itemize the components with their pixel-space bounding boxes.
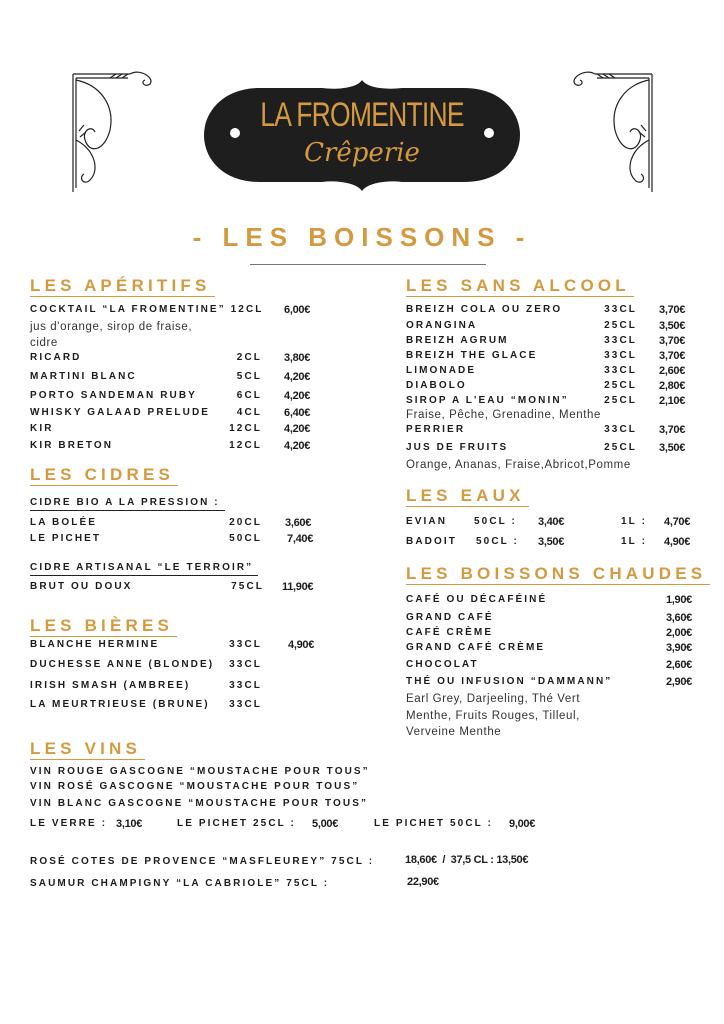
item-price: 2,80€ [659, 380, 686, 392]
the-desc: Menthe, Fruits Rouges, Tilleul, [406, 710, 580, 722]
item-desc: cidre [30, 337, 58, 349]
item-name: GRAND CAFÉ [406, 612, 494, 623]
corner-ornament-right [560, 70, 655, 195]
item-price: 3,50€ [659, 320, 686, 332]
item-size: 25CL [604, 380, 637, 391]
item-name: CAFÉ OU DÉCAFÉINÉ [406, 594, 548, 605]
item-price: 11,90€ [282, 581, 314, 593]
item-size: 33CL [604, 304, 637, 315]
item-size: 25CL [604, 320, 637, 331]
verre-label: LE VERRE : [30, 818, 108, 829]
item-size: 12CL [229, 440, 262, 451]
item-desc: jus d'orange, sirop de fraise, [30, 321, 193, 333]
item-price: 3,70€ [659, 304, 686, 316]
item-price: 3,90€ [665, 642, 692, 654]
item-size: 4CL [236, 407, 262, 418]
saumur: SAUMUR CHAMPIGNY “LA CABRIOLE” 75CL : [30, 878, 330, 889]
item-price: 4,20€ [284, 440, 311, 452]
item-name: BREIZH AGRUM [406, 335, 509, 346]
pichet50-price: 9,00€ [509, 818, 536, 830]
the-desc: Verveine Menthe [406, 726, 502, 738]
logo [202, 78, 522, 193]
item-price: 3,70€ [659, 424, 686, 436]
corner-ornament-left [70, 70, 165, 195]
heading-aperitifs: LES APÉRITIFS [30, 276, 215, 297]
item-size: 33CL [229, 699, 262, 710]
item-size: 33CL [604, 335, 637, 346]
wine-line: VIN BLANC GASCOGNE “MOUSTACHE POUR TOUS” [30, 798, 369, 809]
bieres-price: 4,90€ [288, 639, 315, 651]
wine-line: VIN ROSÉ GASCOGNE “MOUSTACHE POUR TOUS” [30, 781, 360, 792]
item-name: KIR [30, 423, 54, 434]
item-size: 33CL [604, 365, 637, 376]
item-price: 4,20€ [284, 371, 311, 383]
logo-name: LA FROMENTINE [260, 96, 464, 134]
item-price: 2,60€ [665, 659, 692, 671]
rose-price: 18,60€ / 37,5 CL : 13,50€ [405, 854, 529, 866]
item-price: 2,10€ [659, 395, 686, 407]
item-size: 25CL [604, 395, 637, 406]
water-price-1l: 4,70€ [664, 516, 691, 528]
item-name: CHOCOLAT [406, 659, 479, 670]
item-name: SIROP A L'EAU “MONIN” [406, 395, 569, 406]
item-price: 6,40€ [284, 407, 311, 419]
item-name: BREIZH THE GLACE [406, 350, 538, 361]
item-name: LIMONADE [406, 365, 477, 376]
water-size-50cl: 50CL : [476, 536, 519, 547]
item-name: COCKTAIL “LA FROMENTINE” 12CL [30, 304, 264, 315]
item-name: PORTO SANDEMAN RUBY [30, 390, 197, 401]
item-price: 6,00€ [284, 304, 311, 316]
item-price: 2,60€ [659, 365, 686, 377]
water-name: BADOIT [406, 536, 457, 547]
pichet50-label: LE PICHET 50CL : [374, 818, 493, 829]
item-name: IRISH SMASH (AMBREE) [30, 680, 191, 691]
item-size: 25CL [604, 442, 637, 453]
heading-sans-alcool: LES SANS ALCOOL [406, 276, 634, 297]
item-price: 7,40€ [287, 533, 314, 545]
logo-subtitle: Crêperie [304, 138, 420, 168]
jus-desc: Orange, Ananas, Fraise,Abricot,Pomme [406, 459, 631, 471]
heading-bieres: LES BIÈRES [30, 616, 177, 637]
item-name: WHISKY GALAAD PRELUDE [30, 407, 211, 418]
item-price: 2,90€ [665, 676, 692, 688]
item-size: 33CL [229, 639, 262, 650]
item-name: LA BOLÉE [30, 517, 97, 528]
item-name: JUS DE FRUITS [406, 442, 509, 453]
item-size: 75CL [231, 581, 264, 592]
item-name: DIABOLO [406, 380, 467, 391]
subheading-cidre-artisanal: CIDRE ARTISANAL “LE TERROIR” [30, 562, 258, 576]
item-name: BRUT OU DOUX [30, 581, 133, 592]
rose-provence: ROSÉ COTES DE PROVENCE “MASFLEUREY” 75CL : [30, 856, 375, 867]
water-price-50cl: 3,50€ [538, 536, 565, 548]
item-price: 4,20€ [284, 423, 311, 435]
water-size-50cl: 50CL : [474, 516, 517, 527]
item-size: 20CL [229, 517, 262, 528]
subheading-cidre-bio: CIDRE BIO A LA PRESSION : [30, 497, 225, 511]
item-price: 3,70€ [659, 335, 686, 347]
item-name: KIR BRETON [30, 440, 114, 451]
page-title: - LES BOISSONS - [192, 222, 532, 252]
item-price: 1,90€ [665, 594, 692, 606]
item-price: 3,60€ [285, 517, 312, 529]
wine-line: VIN ROUGE GASCOGNE “MOUSTACHE POUR TOUS” [30, 766, 370, 777]
water-price-50cl: 3,40€ [538, 516, 565, 528]
saumur-price: 22,90€ [407, 876, 439, 888]
heading-boissons-chaudes: LES BOISSONS CHAUDES [406, 564, 710, 585]
item-price: 3,80€ [284, 352, 311, 364]
item-name: RICARD [30, 352, 82, 363]
pichet25-price: 5,00€ [312, 818, 339, 830]
item-size: 6CL [236, 390, 262, 401]
item-size: 33CL [229, 680, 262, 691]
heading-vins: LES VINS [30, 739, 145, 760]
item-name: PERRIER [406, 424, 466, 435]
item-price: 3,60€ [665, 612, 692, 624]
item-name: DUCHESSE ANNE (BLONDE) [30, 659, 215, 670]
item-name: THÉ OU INFUSION “DAMMANN” [406, 676, 613, 687]
item-name: GRAND CAFÉ CRÈME [406, 642, 546, 653]
item-price: 2,00€ [665, 627, 692, 639]
title-divider [250, 264, 486, 265]
the-desc: Earl Grey, Darjeeling, Thé Vert [406, 693, 581, 705]
heading-eaux: LES EAUX [406, 486, 529, 507]
item-size: 33CL [229, 659, 262, 670]
item-size: 33CL [604, 424, 637, 435]
item-name: CAFÉ CRÈME [406, 627, 494, 638]
item-name: BLANCHE HERMINE [30, 639, 160, 650]
item-price: 4,20€ [284, 390, 311, 402]
water-size-1l: 1L : [621, 516, 647, 527]
item-size: 2CL [236, 352, 262, 363]
item-name: LA MEURTRIEUSE (BRUNE) [30, 699, 210, 710]
item-size: 5CL [236, 371, 262, 382]
item-name: BREIZH COLA OU ZERO [406, 304, 563, 315]
item-name: LE PICHET [30, 533, 102, 544]
water-name: EVIAN [406, 516, 448, 527]
heading-cidres: LES CIDRES [30, 465, 178, 486]
sirop-desc: Fraise, Pêche, Grenadine, Menthe [406, 409, 601, 421]
item-price: 3,50€ [659, 442, 686, 454]
water-price-1l: 4,90€ [664, 536, 691, 548]
item-name: ORANGINA [406, 320, 478, 331]
verre-price: 3,10€ [116, 818, 143, 830]
item-price: 3,70€ [659, 350, 686, 362]
item-size: 12CL [229, 423, 262, 434]
item-name: MARTINI BLANC [30, 371, 137, 382]
item-size: 33CL [604, 350, 637, 361]
water-size-1l: 1L : [621, 536, 647, 547]
pichet25-label: LE PICHET 25CL : [177, 818, 296, 829]
item-size: 50CL [229, 533, 262, 544]
